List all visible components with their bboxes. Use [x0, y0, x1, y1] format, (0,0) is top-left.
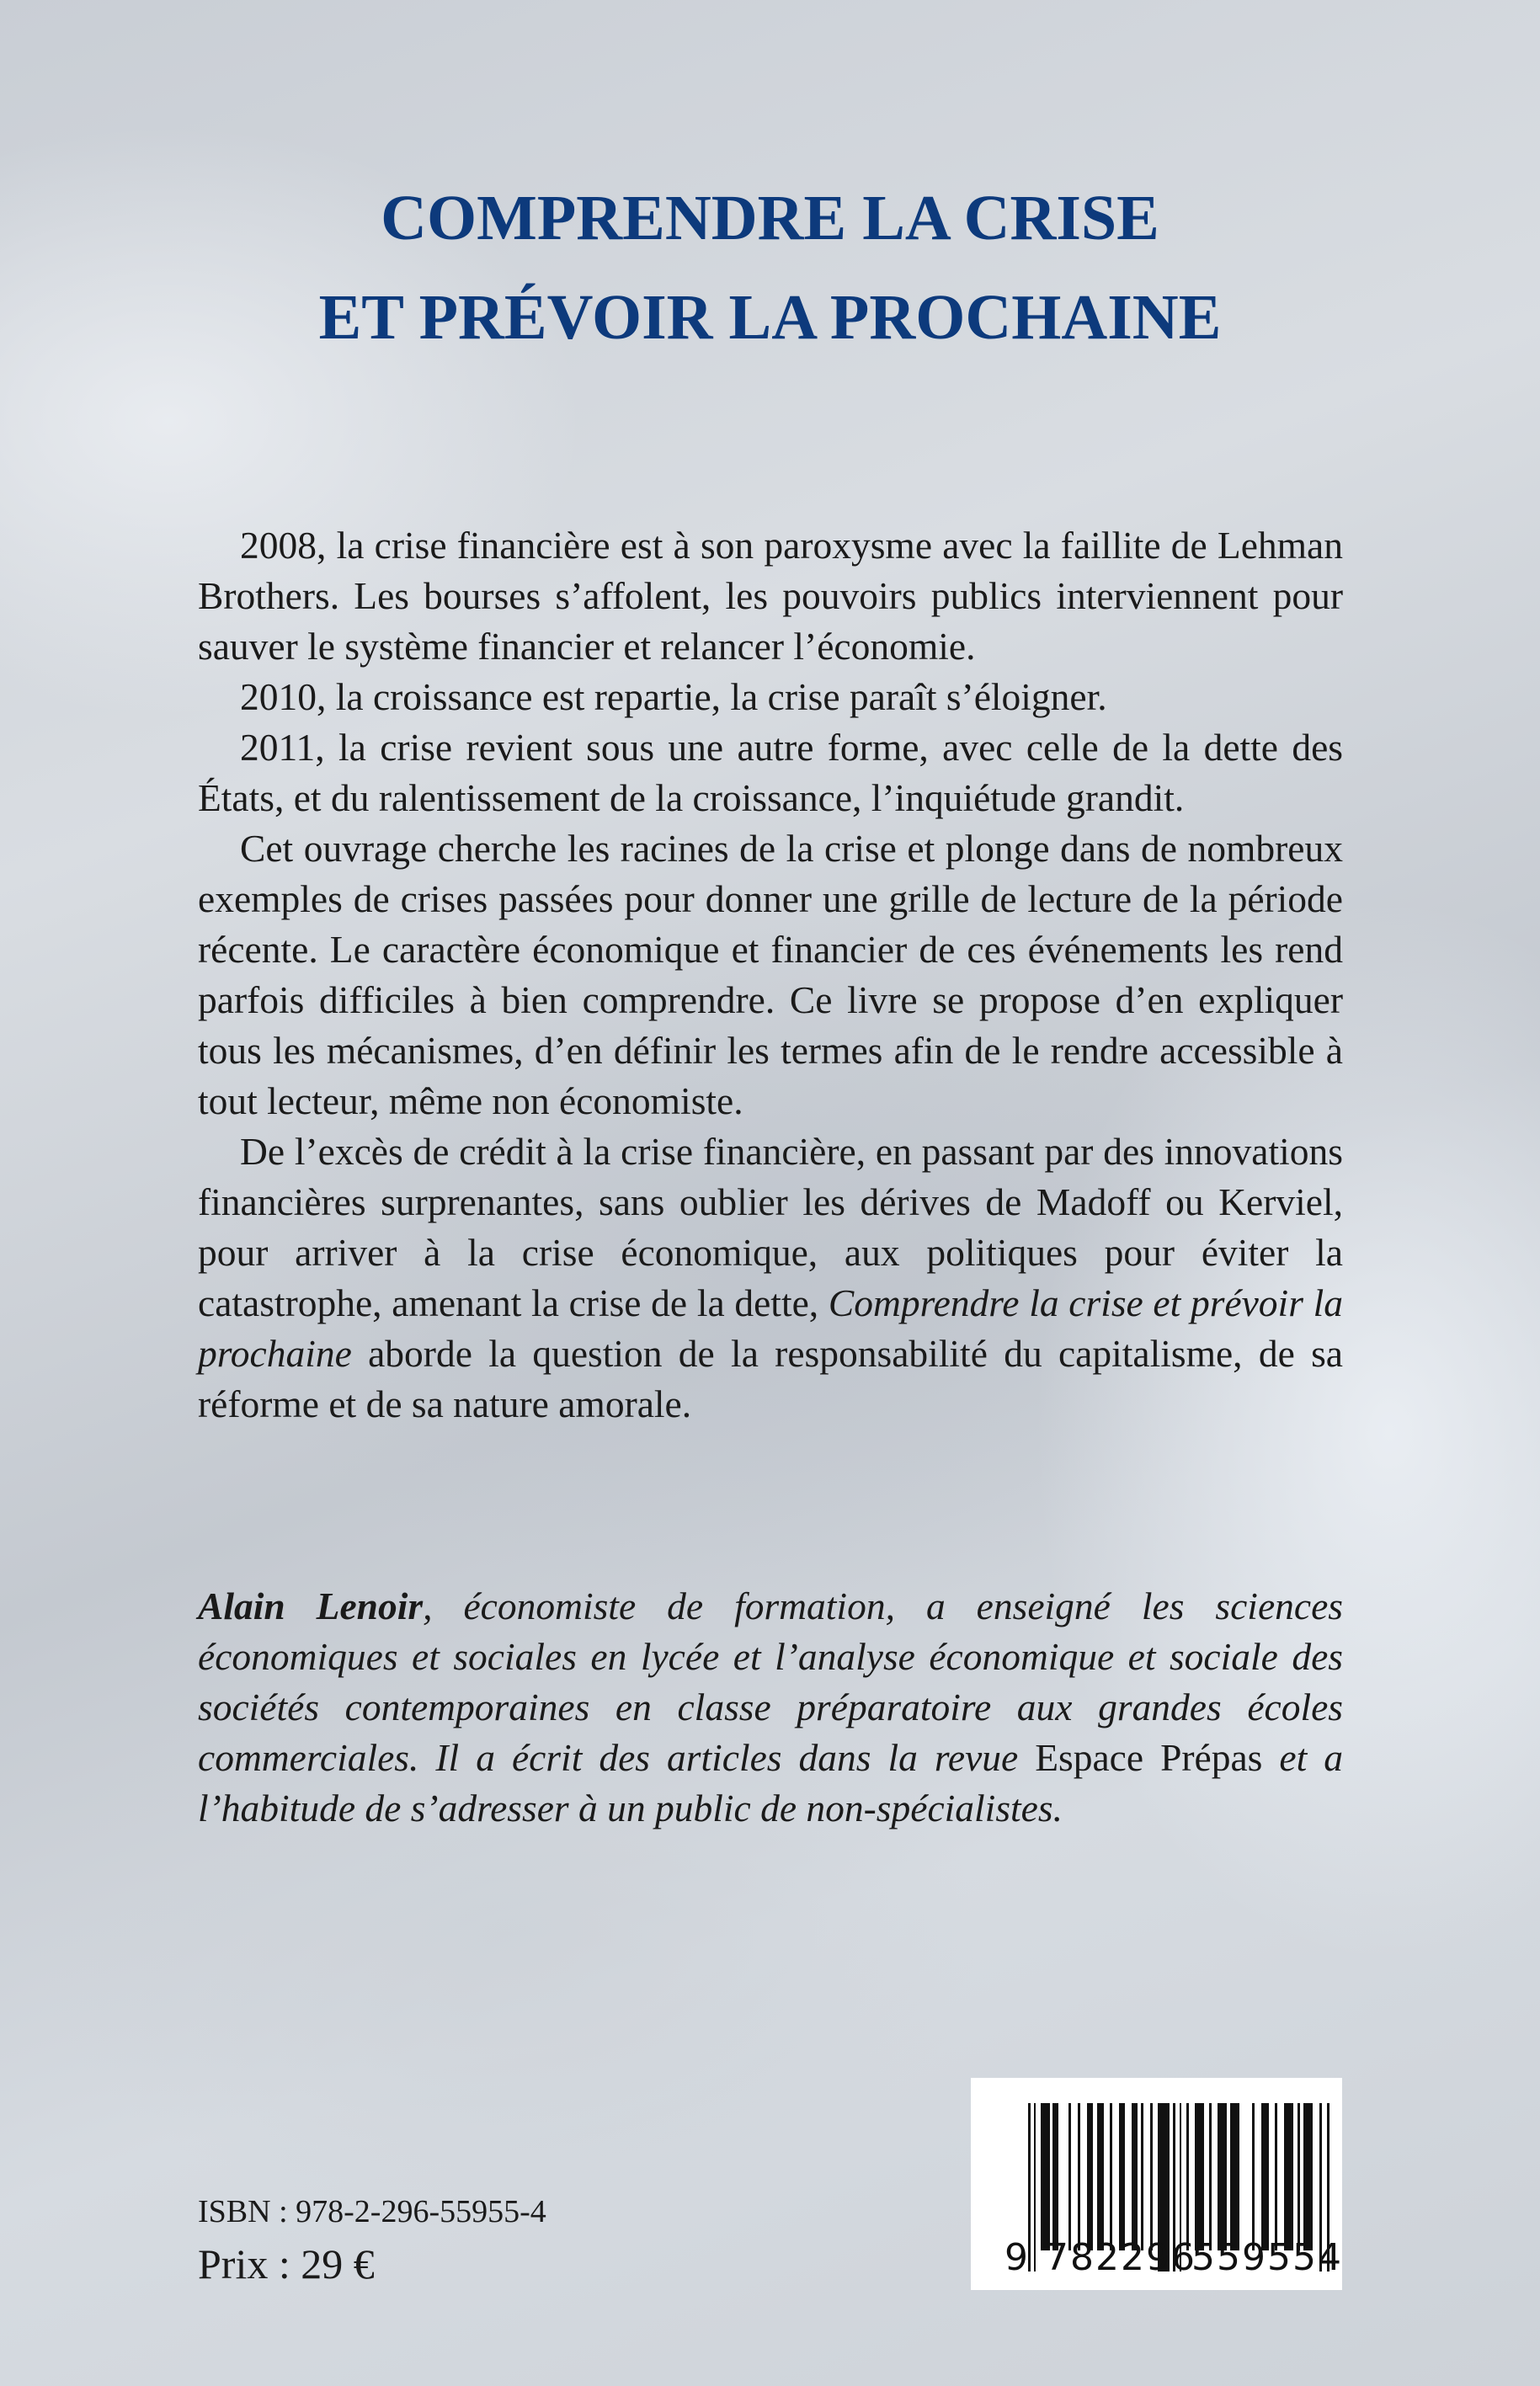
blurb-paragraph: 2011, la crise revient sous une autre forme, avec celle de la dette des États, et du ralentissement de la croissance, l’inquiétude grandit.: [198, 726, 1343, 819]
barcode-bar: [1230, 2103, 1239, 2250]
barcode-bar: [1097, 2103, 1104, 2250]
barcode-first-digit: 9: [1004, 2236, 1028, 2279]
blurb-paragraph: 2008, la crise financière est à son paroxysme avec la faillite de Lehman Brothers. Les bourses s’affolent, les pouvoirs publics interviennent pour sauver le système financier et relancer l’économie.: [198, 524, 1343, 668]
title-line-1: COMPRENDRE LA CRISE: [381, 183, 1159, 253]
blurb-paragraph: [198, 1126, 1343, 1430]
barcode-bar: [1119, 2103, 1125, 2250]
barcode-bar: [1195, 2103, 1204, 2250]
book-title-reference: Comprendre la crise et prévoir la prochaine: [198, 1281, 1343, 1375]
barcode-bar: [1186, 2103, 1189, 2250]
blurb-paragraph: 2010, la croissance est repartie, la crise paraît s’éloigner.: [240, 675, 1107, 718]
text: , économiste de formation, a enseigné les sciences économiques et sociales en lycée et l’analyse économique et sociale des sociétés contemporaines en classe préparatoire aux grandes écoles commerciales. Il a écrit des articles dans la revue: [198, 1584, 1343, 1779]
barcode-bar: [1150, 2103, 1153, 2250]
barcode-bar: [1284, 2103, 1293, 2250]
barcode: [971, 2078, 1342, 2290]
barcode-bar: [1141, 2103, 1143, 2250]
barcode-bar: [1252, 2103, 1255, 2250]
author-name: Alain Lenoir: [198, 1584, 424, 1627]
blurb: [198, 520, 1343, 1430]
book-title: [0, 168, 1540, 367]
barcode-bar: [1087, 2103, 1093, 2250]
barcode-bar: [1041, 2103, 1050, 2250]
text: De l’excès de crédit à la crise financière, en passant par des innovations financières surprenantes, sans oublier les dérives de Madoff ou Kerviel, pour arriver à la crise économique, aux politiques pour éviter la catastrophe, amenant la crise de la dette,: [198, 1130, 1343, 1324]
barcode-right-digits: 559554: [1191, 2236, 1343, 2279]
barcode-bar: [1303, 2103, 1313, 2250]
text: et a l’habitude de s’adresser à un public de non-spécialistes.: [198, 1736, 1343, 1829]
author-bio: [198, 1581, 1343, 1834]
price: Prix : 29 €: [198, 2240, 375, 2287]
barcode-bar: [1275, 2103, 1277, 2250]
barcode-bar: [1110, 2103, 1112, 2250]
barcode-bar: [1068, 2103, 1071, 2250]
text: aborde la question de la responsabilité du capitalisme, de sa réforme et de sa nature amorale.: [198, 1332, 1343, 1425]
barcode-bar: [1261, 2103, 1269, 2250]
blurb-paragraph: Cet ouvrage cherche les racines de la crise et plonge dans de nombreux exemples de crises passées pour donner une grille de lecture de la période récente. Le caractère économique et financier de ces événements les rend parfois difficiles à bien comprendre. Ce livre se propose d’en expliquer tous les mécanismes, d’en définir les termes afin de le rendre accessible à tout lecteur, même non économiste.: [198, 827, 1343, 1122]
barcode-left-digits: 782296: [1045, 2236, 1196, 2279]
barcode-bar: [1052, 2103, 1058, 2250]
title-line-2: ET PRÉVOIR LA PROCHAINE: [318, 282, 1222, 353]
barcode-bar: [1078, 2103, 1080, 2250]
barcode-bar: [1132, 2103, 1138, 2250]
isbn: ISBN : 978-2-296-55955-4: [198, 2194, 546, 2229]
barcode-bar: [1218, 2103, 1227, 2250]
barcode-bar: [1209, 2103, 1212, 2250]
barcode-bar: [1298, 2103, 1300, 2250]
journal-name: Espace Prépas: [1035, 1736, 1263, 1779]
